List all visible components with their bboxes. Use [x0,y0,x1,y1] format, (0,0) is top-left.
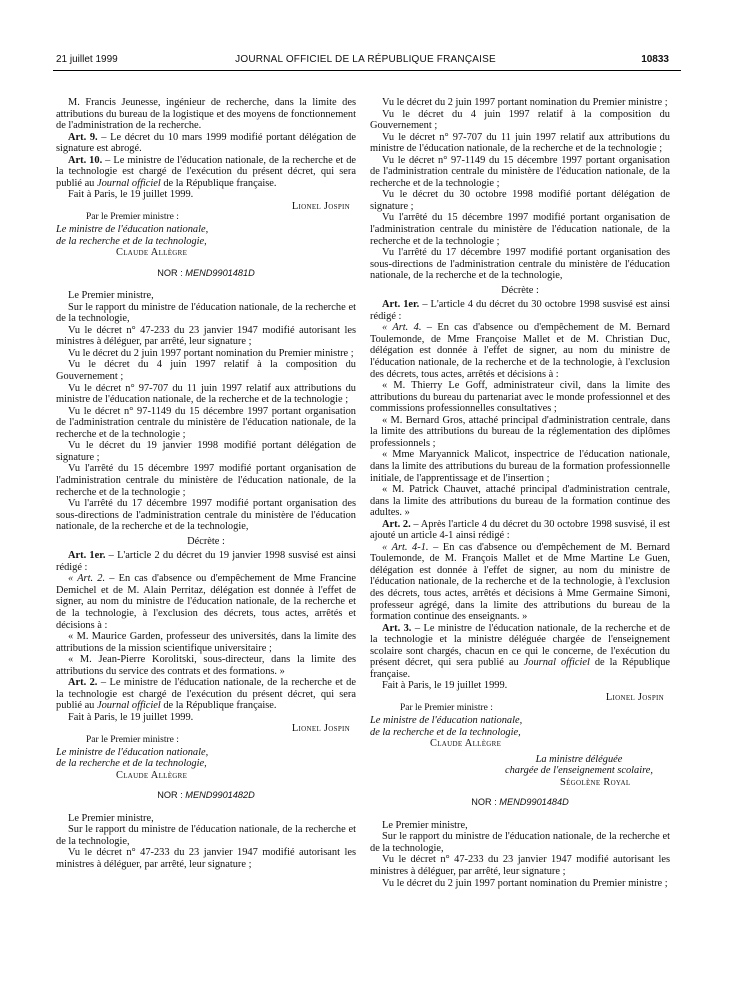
minister-title: Le ministre de l'éducation nationale, [370,714,523,726]
paragraph: Sur le rapport du ministre de l'éducation nationale, de la recherche et de la technologie, [370,831,670,854]
paragraph: Vu le décret du 19 janvier 1998 modifié portant délégation de signature ; [56,440,356,463]
quoted-label: « Art. 4-1. [382,541,429,553]
issue-date: 21 juillet 1999 [56,54,118,65]
nor-reference [56,790,356,802]
paragraph: « M. Patrick Chauvet, attaché principal d'administration centrale, dans la limite des attributions du bureau de la formation continue des adultes. » [370,484,670,519]
article-text: – Le ministre de l'éducation nationale, de la recherche et de la technologie et la ministre déléguée chargée de l'enseignement scolaire sont chargés, chacun en ce qui le concerne, de l'exécution du présent décret, qui sera publié au [370,622,670,669]
journal-ref: Journal officiel [96,177,161,189]
article-1 [56,550,356,573]
nor-code: MEND9901482D [185,790,255,801]
article-text-end: de la République française. [160,700,277,712]
paragraph: Vu l'arrêté du 17 décembre 1997 modifié portant organisation des sous-directions de l'administration centrale du ministère de l'éducation nationale, de la recherche et de la technologie, [56,498,356,533]
paragraph: Vu le décret n° 97-707 du 11 juin 1997 relatif aux attributions du ministre de l'éducation nationale, de la recherche et de la technologie ; [56,382,356,406]
right-column [370,97,670,889]
paragraph: Le Premier ministre, [382,819,468,831]
quoted-article [56,573,356,631]
nor-reference [56,268,356,280]
paragraph: Vu le décret du 4 juin 1997 relatif à la composition du Gouvernement ; [56,359,356,383]
article-text-end: de la République française. [370,657,671,680]
paragraph: Vu le décret du 2 juin 1997 portant nomination du Premier ministre ; [382,877,668,889]
nor-prefix: NOR : [157,790,186,801]
decree-heading: Décrète : [187,535,225,547]
minister-title: Le ministre de l'éducation nationale, [56,746,209,758]
article-text: – Le ministre de l'éducation nationale, de la recherche et de la technologie est chargé de l'exécution du présent décret, qui sera publié au [56,677,356,712]
article-text-end: de la République française. [160,177,277,189]
signatory-name: Claude Allègre [116,769,188,781]
signature-date: Fait à Paris, le 19 juillet 1999. [68,189,194,201]
article-10 [56,155,356,190]
paragraph: Sur le rapport du ministre de l'éducation nationale, de la recherche et de la technologie, [56,301,356,325]
nor-code: MEND9901484D [499,797,569,808]
nor-code: MEND9901481D [185,267,255,278]
nor-prefix: NOR : [157,267,186,278]
paragraph: Vu le décret n° 47-233 du 23 janvier 1947 modifié autorisant les ministres à déléguer, par arrêté, leur signature ; [56,847,356,870]
minister-title: de la recherche et de la technologie, [56,235,207,247]
paragraph: Vu le décret n° 97-707 du 11 juin 1997 relatif aux attributions du ministre de l'éducation nationale, de la recherche et de la technologie ; [370,131,670,155]
article-label: Art. 2. [382,518,411,530]
minister-title: Le ministre de l'éducation nationale, [56,224,209,236]
article-text: – Le ministre de l'éducation nationale, de la recherche et de la technologie est chargé de l'exécution du présent décret, qui sera publié au [56,154,356,189]
signature-date: Fait à Paris, le 19 juillet 1999. [68,711,194,723]
signature-line: Par le Premier ministre : [86,734,179,745]
paragraph: Le Premier ministre, [68,812,154,824]
paragraph: Vu le décret du 30 octobre 1998 modifié portant délégation de signature ; [370,189,670,212]
paragraph: Vu le décret du 2 juin 1997 portant nomination du Premier ministre ; [68,347,354,359]
paragraph: Vu le décret n° 47-233 du 23 janvier 1947 modifié autorisant les ministres à déléguer, par arrêté, leur signature ; [56,324,356,348]
signatory-name: Lionel Jospin [291,200,350,212]
article-text: – Le décret du 10 mars 1999 modifié portant délégation de signature est abrogé. [56,131,356,155]
journal-title: JOURNAL OFFICIEL DE LA RÉPUBLIQUE FRANÇAISE [235,54,496,65]
paragraph: Sur le rapport du ministre de l'éducation nationale, de la recherche et de la technologie, [56,824,356,847]
paragraph: « Mme Maryannick Malicot, inspectrice de l'éducation nationale, dans la limite des attributions du bureau de la formation professionnelle initiale, de l'apprentissage et de l'insertion ; [370,449,670,484]
article-text: – Après l'article 4 du décret du 30 octobre 1998 susvisé, il est ajouté un article 4-1 ainsi rédigé : [370,518,670,542]
quoted-text: – En cas d'absence ou d'empêchement de M. Bernard Toulemonde, de Mme Françoise Mallet et de M. Christian Duc, délégation est donnée à l'effet de signer, au nom du ministre de l'éducation nationale, de la recherche et de la technologie, à l'exclusion des décrets, tous actes, arrêtés et décisions à : [370,322,670,380]
signatory-name: Claude Allègre [430,738,502,750]
quoted-article [370,322,670,380]
paragraph: Vu l'arrêté du 15 décembre 1997 modifié portant organisation de l'administration centrale du ministère de l'éducation nationale, de la recherche et de la technologie ; [370,212,670,247]
article-label: Art. 9. [68,131,98,143]
article-label: Art. 1er. [68,550,106,562]
signatory-name: Ségolène Royal [560,776,631,788]
decree-heading: Décrète : [501,284,539,296]
paragraph: Vu l'arrêté du 15 décembre 1997 modifié portant organisation de l'administration centrale du ministère de l'éducation nationale, de la recherche et de la technologie ; [56,463,356,498]
quoted-label: « Art. 2. [68,573,106,585]
paragraph: Vu le décret du 2 juin 1997 portant nomination du Premier ministre ; [382,97,668,108]
paragraph: « M. Jean-Pierre Korolitski, sous-directeur, dans la limite des attributions du service des contrats et des formations. » [56,654,356,677]
article-text: – L'article 2 du décret du 19 janvier 1998 susvisé est ainsi rédigé : [56,550,356,573]
nor-prefix: NOR : [471,797,500,808]
page-header [0,0,731,72]
nor-reference [370,797,670,809]
article-1 [370,299,670,322]
quoted-article [370,542,670,623]
signature-line: Par le Premier ministre : [86,212,179,223]
left-column [56,97,356,870]
signature-line: Par le Premier ministre : [400,703,493,714]
paragraph: M. Francis Jeunesse, ingénieur de recherche, dans la limite des attributions du bureau de la logistique et des moyens de fonctionnement de l'administration de la recherche. [56,97,356,132]
signatory-name: Claude Allègre [116,247,188,259]
paragraph: Vu le décret n° 97-1149 du 15 décembre 1997 portant organisation de l'administration centrale du ministère de l'éducation nationale, de la recherche et de la technologie ; [56,405,356,440]
paragraph: « M. Thierry Le Goff, administrateur civil, dans la limite des attributions du bureau du partenariat avec le monde professionnel et des commissions professionnelles consultatives ; [370,380,670,415]
quoted-label: « Art. 4. [382,322,422,334]
article-9 [56,132,356,155]
paragraph: Le Premier ministre, [68,290,154,302]
minister-title: de la recherche et de la technologie, [370,726,521,738]
signatory-name: Lionel Jospin [291,723,350,735]
article-label: Art. 10. [68,154,103,166]
minister-title: de la recherche et de la technologie, [56,758,207,770]
article-2 [56,677,356,712]
paragraph: « M. Bernard Gros, attaché principal d'administration centrale, dans la limite des attributions du bureau de la réglementation des diplômes professionnels ; [370,414,670,449]
article-label: Art. 3. [382,622,412,634]
quoted-text: – En cas d'absence ou d'empêchement de M. Bernard Toulemonde, de M. François Mallet et de Mme Martine Le Guen, délégation est donnée à l'effet de signer, au nom du ministre de l'éducation nationale, de la recherche et de la technologie, à l'exclusion des décrets, tous actes, arrêtés et décisions à Mme Germaine Simoni, professeur agrégé, dans la limite des attributions du bureau de la formation continue des enseignants. » [370,541,670,623]
paragraph: Vu le décret du 4 juin 1997 relatif à la composition du Gouvernement ; [370,108,670,132]
paragraph: Vu le décret n° 97-1149 du 15 décembre 1997 portant organisation de l'administration centrale du ministère de l'éducation nationale, de la recherche et de la technologie ; [370,154,670,189]
journal-ref: Journal officiel [96,700,161,712]
signatory-name: Lionel Jospin [605,691,664,703]
journal-ref: Journal officiel [523,657,590,669]
paragraph: « M. Maurice Garden, professeur des universités, dans la limite des attributions de la mission scientifique universitaire ; [56,631,356,654]
article-3 [370,623,670,681]
signature-date: Fait à Paris, le 19 juillet 1999. [382,680,508,692]
page-number: 10833 [641,54,669,65]
quoted-text: – En cas d'absence ou d'empêchement de Mme Francine Demichel et de M. Alain Perritaz, délégation est donnée à l'effet de signer, au nom du ministre de l'éducation nationale, de la recherche et de la technologie, à l'exclusion des décrets, tous actes, arrêtés et décisions à : [56,573,356,631]
header-rule [53,70,681,71]
article-label: Art. 1er. [382,299,420,311]
article-text: – L'article 4 du décret du 30 octobre 1998 susvisé est ainsi rédigé : [370,299,670,322]
delegate-title: La ministre déléguée [535,753,623,765]
article-label: Art. 2. [68,677,98,689]
paragraph: Vu le décret n° 47-233 du 23 janvier 1947 modifié autorisant les ministres à déléguer, par arrêté, leur signature ; [370,854,670,877]
paragraph: Vu l'arrêté du 17 décembre 1997 modifié portant organisation des sous-directions de l'administration centrale du ministère de l'éducation nationale, de la recherche et de la technologie, [370,247,670,282]
delegate-title: chargée de l'enseignement scolaire, [504,765,654,777]
article-2 [370,519,670,542]
